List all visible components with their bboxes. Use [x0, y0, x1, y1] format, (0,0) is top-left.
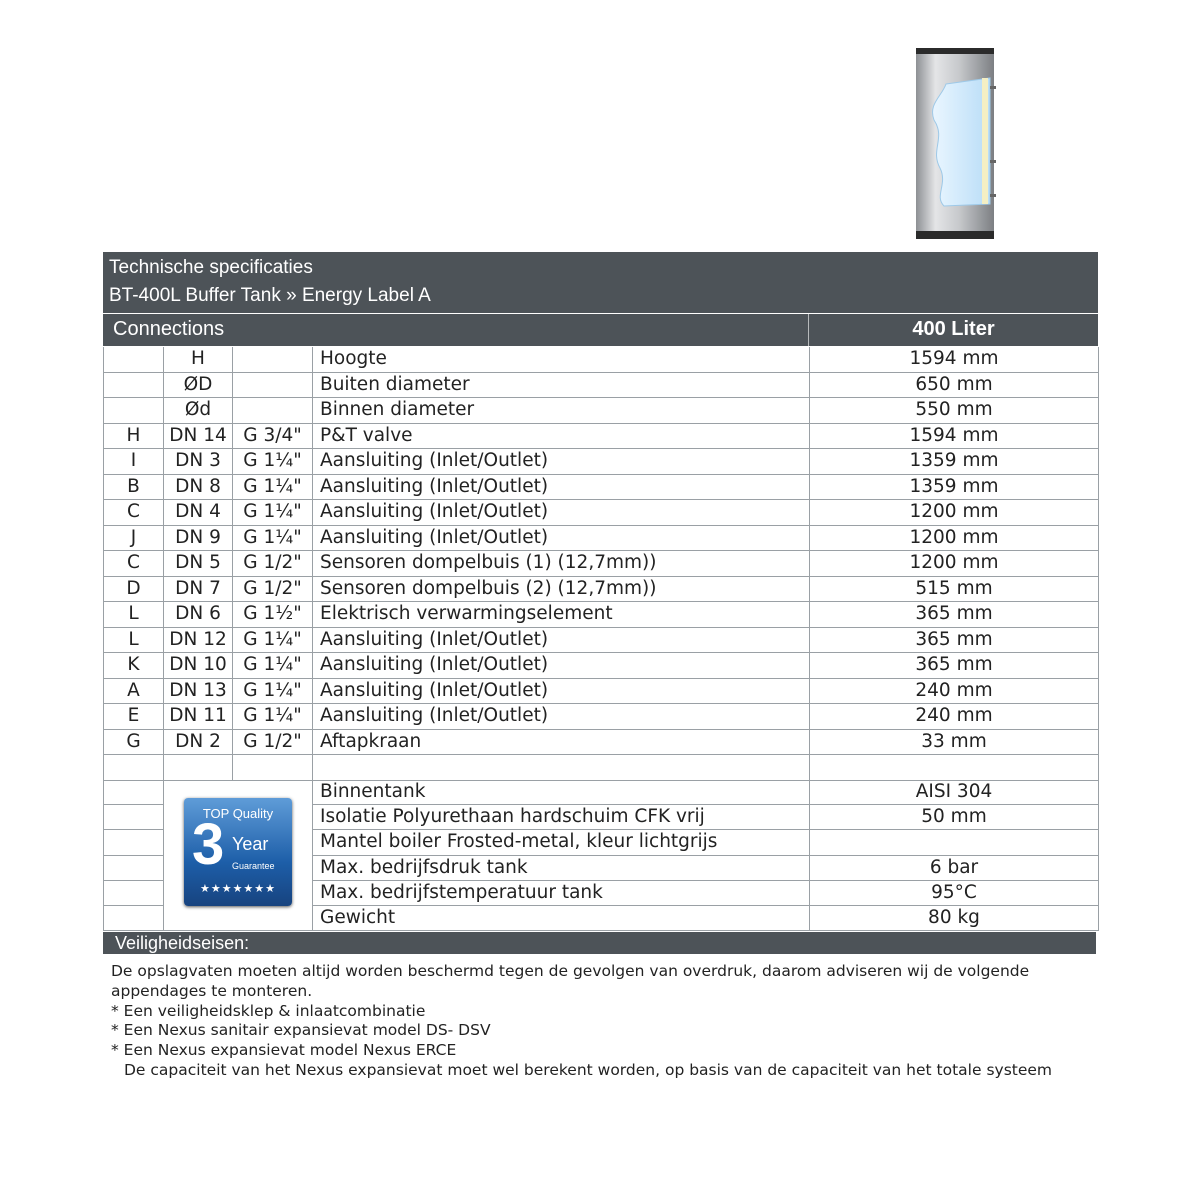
table-row [104, 347, 1099, 372]
table-row [104, 678, 1099, 704]
cell-description: Aansluiting (Inlet/Outlet) [313, 525, 810, 551]
cell-value: 650 mm [810, 372, 1099, 398]
cell-value: 95°C [810, 880, 1099, 905]
table-row [104, 474, 1099, 500]
cell-dn-size: DN 2 [164, 729, 233, 755]
top-quality-guarantee-badge [184, 798, 292, 906]
cell-dn-size [164, 755, 233, 781]
badge-top-text: TOP Quality [202, 805, 274, 821]
cell-thread-size: G 1¼" [233, 627, 313, 653]
cell-description: Aftapkraan [313, 729, 810, 755]
buffer-tank-image [912, 46, 998, 242]
table-row [104, 704, 1099, 730]
cell-connection-code: C [104, 500, 164, 526]
cell-description: Aansluiting (Inlet/Outlet) [313, 678, 810, 704]
cell-value: 80 kg [810, 905, 1099, 930]
cell-description: Aansluiting (Inlet/Outlet) [313, 704, 810, 730]
cell-thread-size: G 1¼" [233, 525, 313, 551]
cell-dn-size: DN 11 [164, 704, 233, 730]
cell-description: Binnen diameter [313, 398, 810, 424]
table-row [104, 551, 1099, 577]
cell-dn-size: DN 13 [164, 678, 233, 704]
cell-thread-size: G 1¼" [233, 500, 313, 526]
cell-empty [104, 805, 164, 830]
cell-value: 1200 mm [810, 525, 1099, 551]
volume-label: 400 Liter [912, 318, 995, 340]
cell-value: 240 mm [810, 704, 1099, 730]
badge-cell [164, 780, 313, 931]
cell-connection-code [104, 347, 164, 372]
cell-dn-size: DN 6 [164, 602, 233, 628]
cell-connection-code: I [104, 449, 164, 475]
table-row [104, 780, 1099, 805]
cell-connection-code [104, 372, 164, 398]
cell-thread-size: G 1¼" [233, 474, 313, 500]
cell-empty [104, 780, 164, 805]
cell-thread-size: G 1/2" [233, 551, 313, 577]
table-row [104, 449, 1099, 475]
cell-dn-size: Ød [164, 398, 233, 424]
cell-thread-size [233, 755, 313, 781]
cell-value: AISI 304 [810, 780, 1099, 805]
connections-header [103, 314, 1098, 346]
cell-dn-size: DN 8 [164, 474, 233, 500]
cell-description: Gewicht [313, 905, 810, 930]
cell-thread-size: G 1¼" [233, 653, 313, 679]
cell-description: Aansluiting (Inlet/Outlet) [313, 627, 810, 653]
cell-empty [104, 880, 164, 905]
table-row [104, 602, 1099, 628]
cell-dn-size: DN 4 [164, 500, 233, 526]
safety-line: * Een Nexus expansievat model Nexus ERCE [111, 1041, 457, 1060]
cell-connection-code: J [104, 525, 164, 551]
cell-dn-size: DN 7 [164, 576, 233, 602]
cell-dn-size: DN 12 [164, 627, 233, 653]
cell-value: 1594 mm [810, 347, 1099, 372]
cell-thread-size: G 1¼" [233, 449, 313, 475]
badge-guarantee: Guarantee [232, 860, 275, 871]
cell-value: 1200 mm [810, 551, 1099, 577]
table-row [104, 372, 1099, 398]
cell-empty [104, 905, 164, 930]
safety-line: * Een veiligheidsklep & inlaatcombinatie [111, 1001, 426, 1020]
cell-connection-code: K [104, 653, 164, 679]
cell-empty [104, 830, 164, 855]
cell-value: 50 mm [810, 805, 1099, 830]
cell-value: 550 mm [810, 398, 1099, 424]
material-specs-table [103, 780, 1099, 931]
cell-connection-code: C [104, 551, 164, 577]
cell-description: Aansluiting (Inlet/Outlet) [313, 449, 810, 475]
safety-capacity-note: De capaciteit van het Nexus expansievat moet wel berekent worden, op basis van de capaciteit van het totale systeem [124, 1060, 1053, 1079]
table-row [104, 653, 1099, 679]
cell-dn-size: DN 10 [164, 653, 233, 679]
badge-year: Year [232, 833, 269, 854]
cell-empty [104, 855, 164, 880]
safety-line: appendages te monteren. [111, 981, 313, 1000]
header-subtitle: BT-400L Buffer Tank » Energy Label A [109, 285, 431, 306]
cell-description: Sensoren dompelbuis (2) (12,7mm)) [313, 576, 810, 602]
cell-thread-size [233, 398, 313, 424]
table-row [104, 755, 1099, 781]
spec-header [103, 252, 1098, 313]
cell-connection-code: D [104, 576, 164, 602]
cell-connection-code: L [104, 627, 164, 653]
table-row [104, 627, 1099, 653]
cell-connection-code [104, 398, 164, 424]
cell-dn-size: DN 9 [164, 525, 233, 551]
cell-dn-size: H [164, 347, 233, 372]
cell-connection-code: H [104, 423, 164, 449]
cell-description: Hoogte [313, 347, 810, 372]
cell-thread-size [233, 372, 313, 398]
table-row [104, 525, 1099, 551]
cell-description: Binnentank [313, 780, 810, 805]
cell-value: 1200 mm [810, 500, 1099, 526]
safety-title: Veiligheidseisen: [115, 933, 250, 953]
cell-description: Mantel boiler Frosted-metal, kleur lichtgrijs [313, 830, 810, 855]
cell-thread-size: G 1¼" [233, 704, 313, 730]
cell-dn-size: ØD [164, 372, 233, 398]
table-row [104, 398, 1099, 424]
cell-description: Sensoren dompelbuis (1) (12,7mm)) [313, 551, 810, 577]
cell-value: 240 mm [810, 678, 1099, 704]
safety-line: * Een Nexus sanitair expansievat model DS- DSV [111, 1021, 491, 1040]
cell-connection-code: B [104, 474, 164, 500]
cell-connection-code [104, 755, 164, 781]
cell-thread-size: G 1¼" [233, 678, 313, 704]
cell-description: Max. bedrijfstemperatuur tank [313, 880, 810, 905]
table-row [104, 423, 1099, 449]
cell-value: 365 mm [810, 653, 1099, 679]
safety-line: De opslagvaten moeten altijd worden beschermd tegen de gevolgen van overdruk, daarom adviseren wij de volgende [111, 962, 1030, 980]
cell-value: 6 bar [810, 855, 1099, 880]
cell-thread-size: G 1½" [233, 602, 313, 628]
cell-value: 1359 mm [810, 474, 1099, 500]
cell-dn-size: DN 5 [164, 551, 233, 577]
badge-number: 3 [192, 811, 225, 877]
header-title: Technische specificaties [109, 257, 313, 278]
table-row [104, 576, 1099, 602]
cell-thread-size: G 3/4" [233, 423, 313, 449]
safety-title-bar [103, 932, 1096, 954]
cell-description: Aansluiting (Inlet/Outlet) [313, 474, 810, 500]
cell-thread-size [233, 347, 313, 372]
connections-table [103, 347, 1099, 781]
cell-connection-code: G [104, 729, 164, 755]
cell-description: Buiten diameter [313, 372, 810, 398]
cell-connection-code: A [104, 678, 164, 704]
cell-value: 1359 mm [810, 449, 1099, 475]
cell-value: 33 mm [810, 729, 1099, 755]
cell-description: Isolatie Polyurethaan hardschuim CFK vrij [313, 805, 810, 830]
cell-value [810, 830, 1099, 855]
cell-dn-size: DN 14 [164, 423, 233, 449]
cell-thread-size: G 1/2" [233, 729, 313, 755]
cell-value: 515 mm [810, 576, 1099, 602]
cell-description [313, 755, 810, 781]
cell-connection-code: E [104, 704, 164, 730]
connections-label: Connections [113, 318, 225, 340]
table-row [104, 729, 1099, 755]
cell-dn-size: DN 3 [164, 449, 233, 475]
cell-value: 365 mm [810, 602, 1099, 628]
cell-description: Elektrisch verwarmingselement [313, 602, 810, 628]
table-row [104, 500, 1099, 526]
safety-notes [111, 962, 1111, 1081]
cell-description: Aansluiting (Inlet/Outlet) [313, 653, 810, 679]
badge-stars-icon: ★★★★★★★ [199, 881, 277, 895]
cell-description: Max. bedrijfsdruk tank [313, 855, 810, 880]
cell-description: P&T valve [313, 423, 810, 449]
cell-thread-size: G 1/2" [233, 576, 313, 602]
cell-connection-code: L [104, 602, 164, 628]
cell-description: Aansluiting (Inlet/Outlet) [313, 500, 810, 526]
cell-value: 1594 mm [810, 423, 1099, 449]
cell-value: 365 mm [810, 627, 1099, 653]
cell-value [810, 755, 1099, 781]
